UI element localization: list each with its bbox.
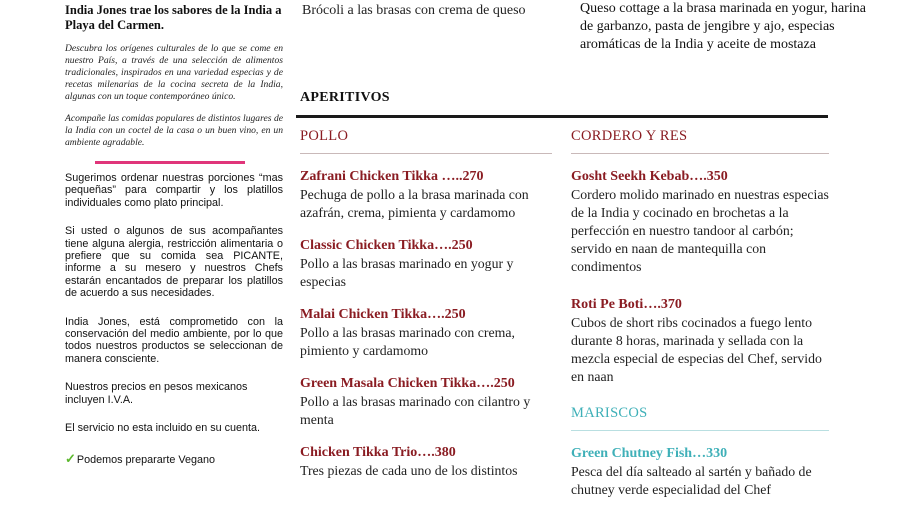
note-environment: India Jones, está comprometido con la conservación del medio ambiente, por lo que todos nuestros productos se seleccionan de manera consciente.: [65, 315, 283, 365]
sidebar-heading: India Jones trae los sabores de la India a Playa del Carmen.: [65, 3, 282, 32]
info-sidebar: [65, 0, 283, 467]
note-prices: Nuestros precios en pesos mexicanos incluyen I.V.A.: [65, 381, 248, 406]
dish-description: Pechuga de pollo a la brasa marinada con azafrán, crema, pimienta y cardamomo: [300, 187, 529, 220]
dish-description: Cordero molido marinado en nuestras especias de la India y cocinado en brochetas a la perfección en nuestro tandoor al carbón; servido en naan de mantequilla con condimentos: [571, 187, 829, 274]
dish-name: Roti Pe Boti….370: [571, 297, 682, 312]
note-portions: Sugerimos ordenar nuestras porciones “mas pequeñas” para compartir y los platillos individuales como plato principal.: [65, 172, 283, 209]
cordero-column: [571, 128, 829, 401]
dish-name: Malai Chicken Tikka….250: [300, 307, 466, 322]
category-divider: [300, 153, 552, 154]
sidebar-intro-1: Descubra los orígenes culturales de lo que se come en nuestro País, a través de una selección de alimentos tradicionales, inspirados en una variedad especias y de recetas milenarias de la cocina secreta de la India, algunas con un toque contemporáneo único.: [65, 43, 283, 102]
menu-item: [571, 296, 829, 386]
dish-name: Gosht Seekh Kebab….350: [571, 169, 728, 184]
category-divider: [571, 430, 829, 431]
category-title-cordero: CORDERO Y RES: [571, 128, 688, 144]
dish-name: Zafrani Chicken Tikka …..270: [300, 169, 484, 184]
top-right-fragment: Queso cottage a la brasa marinada en yogur, harina de garbanzo, pasta de jengibre y ajo, especias aromáticas de la India y aceite de mostaza: [580, 1, 866, 52]
section-divider: [296, 115, 828, 118]
pollo-column: [300, 128, 552, 495]
dish-name: Green Chutney Fish…330: [571, 446, 728, 461]
menu-item: [300, 168, 552, 222]
section-title-aperitivos: APERITIVOS: [300, 90, 390, 105]
sidebar-intro-2: Acompañe las comidas populares de distintos lugares de la India con un coctel de la casa o un buen vino, en un ambiente agradable.: [65, 113, 283, 148]
dish-description: Pollo a las brasas marinado en yogur y especias: [300, 256, 514, 289]
dish-name: Classic Chicken Tikka….250: [300, 238, 473, 253]
dish-description: Pollo a las brasas marinado con crema, pimiento y cardamomo: [300, 325, 515, 358]
dish-name: Green Masala Chicken Tikka….250: [300, 376, 515, 391]
category-title-mariscos: MARISCOS: [571, 405, 648, 421]
vegan-check-icon: ✓: [65, 450, 76, 466]
menu-item: [571, 445, 829, 499]
note-service: El servicio no esta incluido en su cuenta.: [65, 422, 261, 435]
menu-item: [300, 306, 552, 360]
menu-item: [300, 444, 552, 480]
dish-description: Pesca del día salteado al sartén y bañado de chutney verde especialidad del Chef: [571, 464, 812, 497]
menu-item: [300, 375, 552, 429]
mariscos-column: [571, 405, 829, 514]
note-allergy: Si usted o algunos de sus acompañantes tiene alguna alergia, restricción alimentaria o prefiere que su comida sea PICANTE, informe a su mesero y nuestros Chefs estarán encantados de preparar los platillos de acuerdo a sus necesidades.: [65, 225, 283, 300]
pink-divider: [95, 161, 245, 164]
vegan-note: [65, 451, 283, 467]
category-title-pollo: POLLO: [300, 128, 349, 144]
dish-description: Cubos de short ribs cocinados a fuego lento durante 8 horas, marinada y sellada con la mezcla especial de especias del Chef, servido en naan: [571, 315, 822, 384]
menu-item: [300, 237, 552, 291]
top-left-fragment: Brócoli a las brasas con crema de queso: [302, 3, 526, 18]
vegan-note-text: Podemos prepararte Vegano: [76, 453, 215, 466]
dish-description: Tres piezas de cada uno de los distintos: [300, 463, 518, 478]
dish-name: Chicken Tikka Trio….380: [300, 445, 456, 460]
category-divider: [571, 153, 829, 154]
dish-description: Pollo a las brasas marinado con cilantro y menta: [300, 394, 531, 427]
menu-item: [571, 168, 829, 276]
